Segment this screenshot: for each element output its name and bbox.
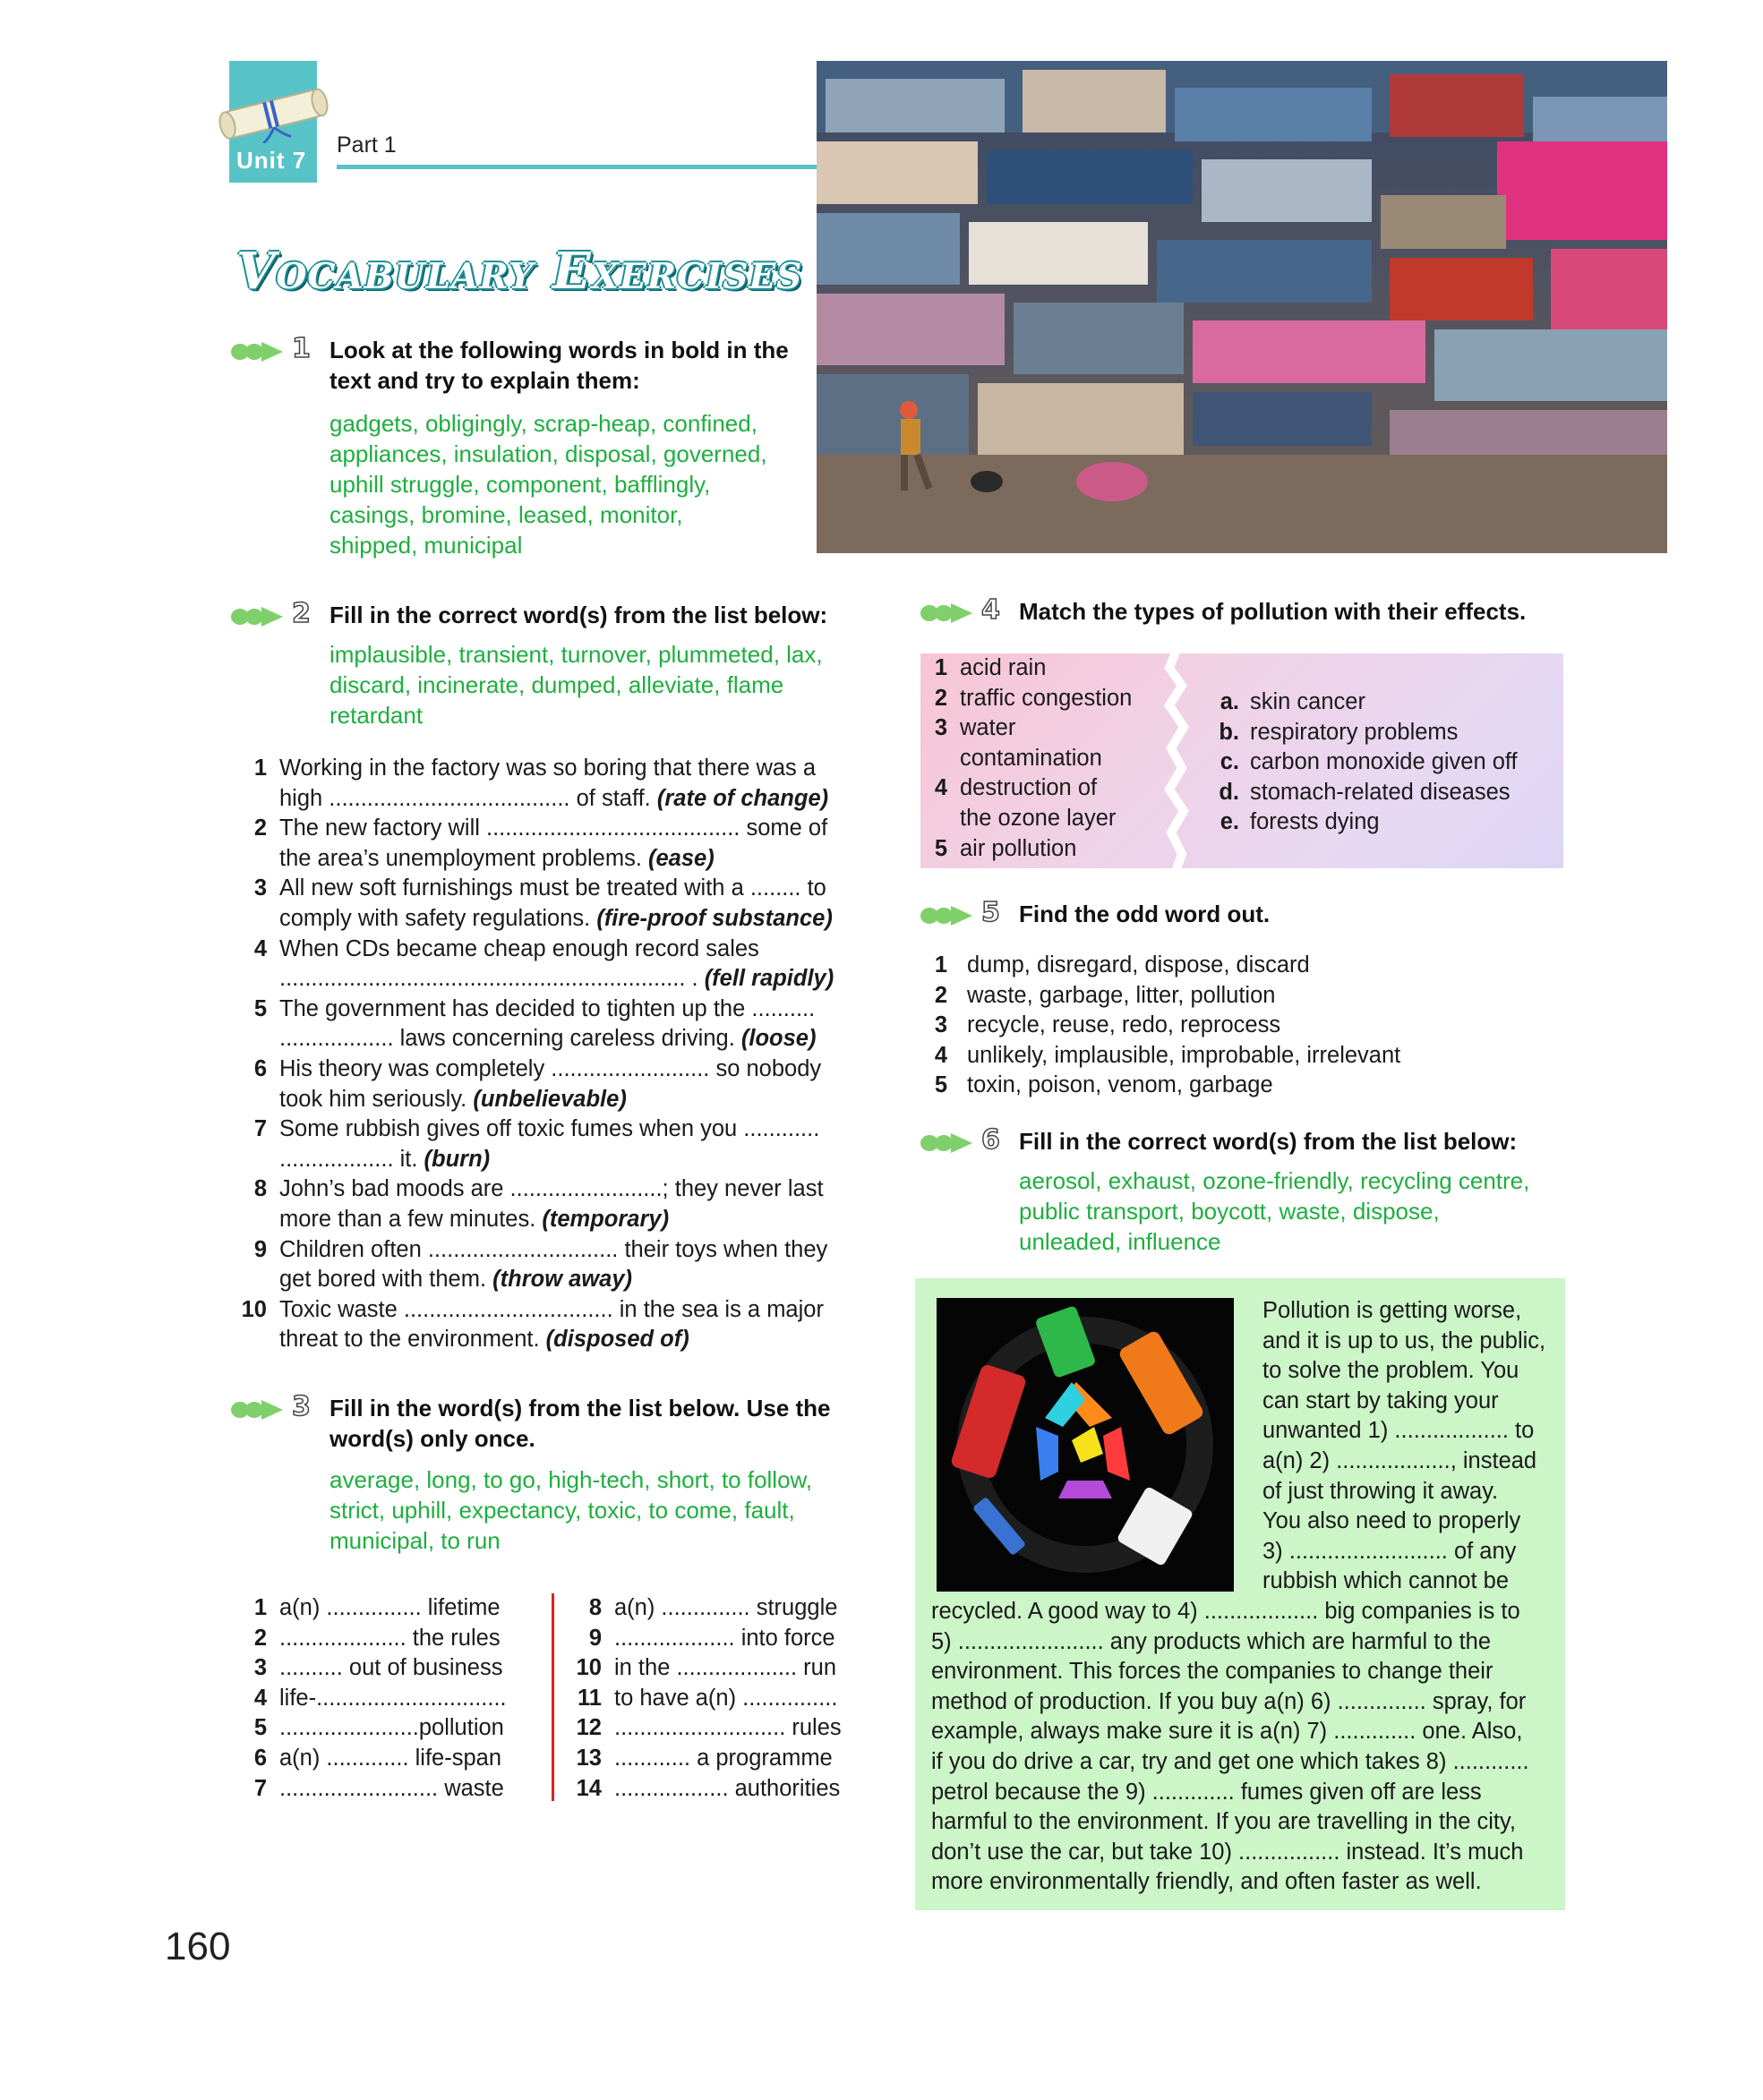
car-scrap-heap-photo — [817, 61, 1667, 553]
page-number: 160 — [165, 1925, 231, 1968]
exercise-arrow-icon — [919, 902, 974, 929]
exercise-number: 3 — [292, 1391, 311, 1422]
unit-label: Unit 7 — [236, 147, 307, 174]
exercise-number: 5 — [981, 897, 1000, 928]
exercise-arrow-icon — [919, 1130, 974, 1157]
exercise-arrow-icon — [229, 1396, 285, 1423]
exercise-arrow-icon — [229, 338, 285, 365]
torn-divider — [1160, 650, 1193, 874]
exercise-number: 2 — [292, 598, 311, 629]
exercise-arrow-icon — [919, 600, 974, 627]
word-list: average, long, to go, high-tech, short, to follow, strict, uphill, expectancy, toxic, to come, fault, municipal, to run — [329, 1466, 813, 1554]
recycling-symbol-image — [937, 1298, 1234, 1592]
exercise-title: Fill in the correct word(s) from the list below: — [1019, 1128, 1518, 1155]
header-rule — [337, 165, 820, 169]
exercise-arrow-icon — [229, 603, 285, 630]
ex3-right-column: 8 a(n) .............. struggle 9 ................... into force 10 in the ................... run 11 to have a(n) ............... 12 ........................... rules 13 ............ a programme 14 .................. authorities — [576, 1595, 842, 1801]
exercise-title: Fill in the correct word(s) from the list below: — [329, 602, 828, 628]
column-divider — [552, 1593, 554, 1801]
part-label: Part 1 — [337, 132, 397, 158]
word-list: implausible, transient, turnover, plummeted, lax, discard, incinerate, dumped, alleviate, flame retardant — [329, 641, 823, 729]
exercise-number: 4 — [981, 594, 1000, 626]
odd-word-list: 1 dump, disregard, dispose, discard 2 waste, garbage, litter, pollution 3 recycle, reuse, redo, reprocess 4 unlikely, implausible, improbable, irrelevant 5 toxin, poison, venom, garbage — [934, 952, 1401, 1098]
ex3-left-column: 1 a(n) ............... lifetime 2 .................... the rules 3 .......... out of business 4 life-.............................. 5 ......................pollution 6 a(n) ............. life-span 7 ......................... waste — [253, 1595, 507, 1801]
cloze-paragraph-top: Pollution is getting worse, and it is up to us, the public, to solve the problem. You can start by taking your unwanted 1) .................. to a(n) 2) .................., instead of just throwing it away. You also need to properly 3) ......................... of any rubbish which cannot be — [1262, 1298, 1546, 1594]
pollution-types: 1 acid rain 2 traffic congestion 3 water contamination 4 destruction of the ozone layer 5 air pollution — [934, 655, 1133, 861]
cloze-paragraph-bottom: recycled. A good way to 4) .................. big companies is to 5) ....................... any products which are harmful to the environment. This forces the companies to change their method of production. If you buy a(n) 6) .............. spray, for example, always make sure it is a(n) 7) ............. one. Also, if you do drive a car, try and get one which takes 8) ............ petrol because the 9) ............. fumes given off are less harmful to the environment. If you are travelling in the city, don’t use the car, but take 10) ................ instead. It’s much more environmentally friendly, and often faster as well. — [931, 1599, 1529, 1895]
word-list: gadgets, obligingly, scrap-heap, confined, appliances, insulation, disposal, governed, uphill struggle, component, bafflingly, casings, bromine, leased, monitor, shipped, municipal — [329, 410, 767, 559]
exercise-title: Match the types of pollution with their effects. — [1019, 598, 1527, 625]
scroll-icon — [211, 81, 337, 143]
pollution-effects: a. skin cancer b. respiratory problems c. carbon monoxide given off d. stomach-related diseases e. forests dying — [1219, 689, 1518, 835]
exercise-title: Find the odd word out. — [1019, 901, 1271, 927]
exercise-title: Fill in the word(s) from the list below. Use the word(s) only once. — [329, 1395, 831, 1452]
page-title: Vocabulary Exercises — [236, 242, 803, 301]
exercise-number: 6 — [981, 1124, 1000, 1156]
exercise-title: Look at the following words in bold in the text and try to explain them: — [329, 337, 789, 394]
word-list: aerosol, exhaust, ozone-friendly, recycling centre, public transport, boycott, waste, dispose, unleaded, influence — [1019, 1167, 1530, 1255]
exercise-number: 1 — [292, 333, 311, 364]
